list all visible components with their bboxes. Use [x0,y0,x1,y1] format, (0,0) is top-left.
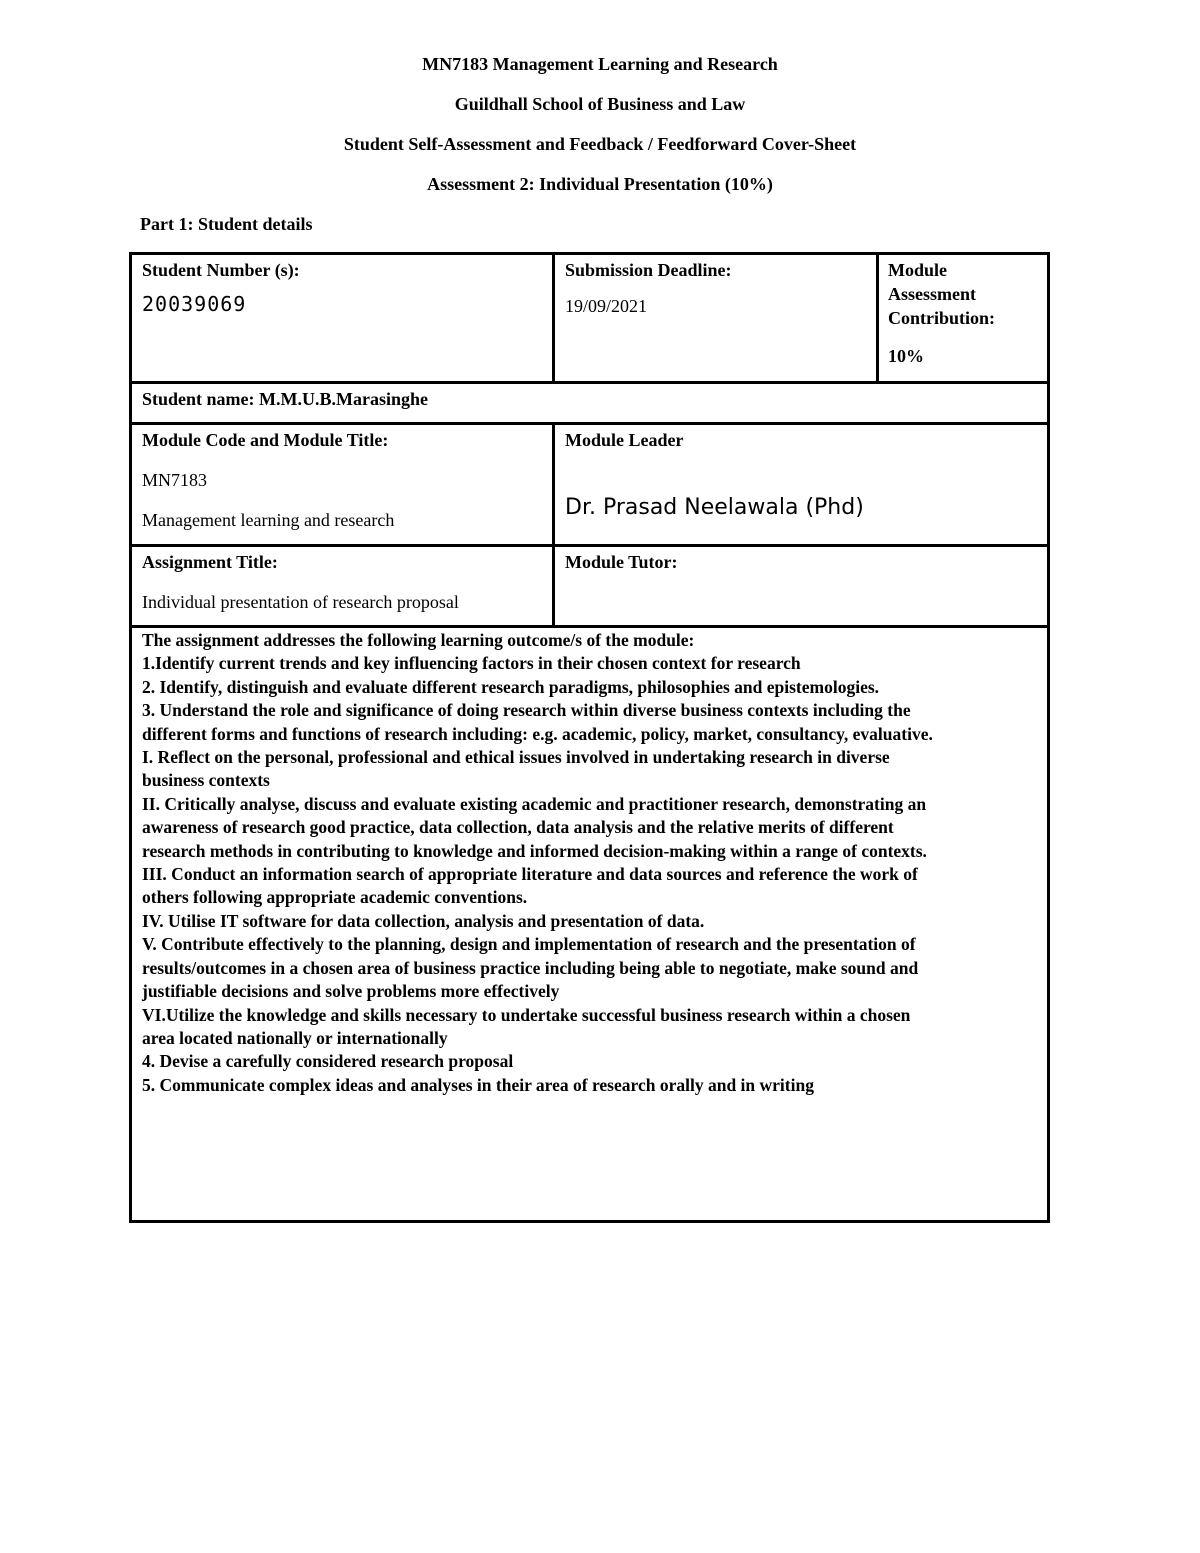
outcome-item: others following appropriate academic conventions. [142,887,528,908]
outcome-item: 2. Identify, distinguish and evaluate different research paradigms, philosophies and epistemologies. [142,676,880,697]
student-number-cell [129,252,555,384]
outcome-item: awareness of research good practice, data collection, data analysis and the relative merits of different [142,817,894,838]
contribution-label-line1: Module [888,260,948,280]
submission-deadline-cell [552,252,879,384]
outcome-item: business contexts [142,770,270,791]
module-leader-cell [552,422,1050,547]
student-number-label: Student Number (s): [142,260,300,280]
outcome-item: justifiable decisions and solve problems more effectively [142,981,560,1002]
outcome-item: results/outcomes in a chosen area of business practice including being able to negotiate, make sound and [142,957,919,978]
outcome-item: V. Contribute effectively to the planning, design and implementation of research and the presentation of [142,934,916,955]
part1-heading: Part 1: Student details [140,214,313,234]
outcome-item: different forms and functions of research including: e.g. academic, policy, market, consultancy, evaluative. [142,723,933,744]
outcome-item: 5. Communicate complex ideas and analyses in their area of research orally and in writing [142,1074,814,1095]
outcome-item: 4. Devise a carefully considered research proposal [142,1051,514,1072]
module-title-value: Management learning and research [142,510,395,530]
module-leader-label: Module Leader [565,430,684,450]
student-number-value: 20039069 [142,292,247,316]
outcome-item: III. Conduct an information search of appropriate literature and data sources and reference the work of [142,864,918,885]
document-title: MN7183 Management Learning and Research [422,54,778,74]
submission-deadline-value: 19/09/2021 [565,296,648,316]
assignment-title-label: Assignment Title: [142,552,278,572]
outcome-item: I. Reflect on the personal, professional and ethical issues involved in undertaking research in diverse [142,747,890,768]
student-name: Student name: M.M.U.B.Marasinghe [142,389,428,409]
contribution-label-line3: Contribution: [888,308,996,328]
module-code-value: MN7183 [142,470,208,490]
assignment-title-cell [129,544,555,628]
module-tutor-label: Module Tutor: [565,552,678,572]
outcome-item: 1.Identify current trends and key influencing factors in their chosen context for research [142,653,801,674]
module-leader-value: Dr. Prasad Neelawala (Phd) [565,495,864,520]
outcome-item: VI.Utilize the knowledge and skills necessary to undertake successful business research within a chosen [142,1004,911,1025]
outcome-item: area located nationally or internationally [142,1027,448,1048]
school-name: Guildhall School of Business and Law [454,94,746,114]
learning-outcomes-cell [129,625,1050,1223]
cover-sheet-title: Student Self-Assessment and Feedback / Feedforward Cover-Sheet [343,134,857,154]
contribution-label-line2: Assessment [888,284,976,304]
outcome-item: 3. Understand the role and significance of doing research within diverse business contexts including the [142,700,911,721]
module-code-label: Module Code and Module Title: [142,430,389,450]
module-tutor-cell [552,544,1050,628]
assignment-title-value: Individual presentation of research proposal [142,592,459,612]
module-code-cell [129,422,555,547]
contribution-cell [876,252,1050,384]
outcome-item: II. Critically analyse, discuss and evaluate existing academic and practitioner research, demonstrating an [142,793,927,814]
outcome-item: IV. Utilise IT software for data collection, analysis and presentation of data. [142,910,705,931]
submission-deadline-label: Submission Deadline: [565,260,732,280]
contribution-value: 10% [888,346,924,366]
assessment-title: Assessment 2: Individual Presentation (10%) [427,174,773,194]
outcomes-intro: The assignment addresses the following learning outcome/s of the module: [142,630,695,650]
outcome-item: research methods in contributing to knowledge and informed decision-making within a range of contexts. [142,840,927,861]
student-name-cell [129,381,1050,425]
